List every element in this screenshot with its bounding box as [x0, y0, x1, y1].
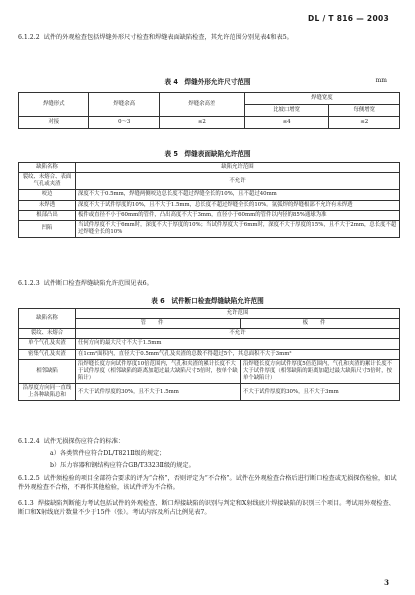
cell: 在1cm²面积内，直径大于0.5mm气孔及夹渣的总数不得超过5个，其总面积不大于3mm² [76, 349, 400, 359]
cell: 凹陷 [19, 220, 76, 237]
clause-number: 6.1.2.5 [18, 475, 40, 482]
table-row [19, 190, 400, 200]
clause-text: 试件须检验的项目全部符合要求的评为“合格”，否则评定为“不合格”。试件在外观检查合格后进行断口检查或无损探伤检验，如试件外观检查不合格，不再作其他检验，该试件评为不合格。 [18, 475, 397, 491]
clause-6-1-2-4 [18, 438, 398, 447]
table6-header-plate: 板件 [241, 319, 400, 329]
table4-unit: mm [375, 77, 387, 84]
standard-code-header: DL / T 816 — 2003 [307, 14, 389, 23]
cell: 沿焊缝长度方向试件厚度5倍范围内，气孔和夹渣的累计长度不大于试件厚度（相邻缺陷的距离加超过最大缺陷尺寸5倍时，按单个缺陷计） [241, 359, 400, 383]
clause-text: 试件断口检查焊缝缺陷允许范围见表6。 [43, 280, 153, 287]
cell: 深度不大于试件厚度的10%，且不大于1.5mm，总长度不超过焊缝全长的10%。氩弧焊的焊缝根部不允许有未焊透 [76, 200, 400, 210]
cell: 未焊透 [19, 200, 76, 210]
table5-header-range: 缺陷允许范围 [76, 163, 400, 173]
cell: 沿厚度方向同一直线上各种缺陷总和 [19, 384, 76, 401]
table4-header-width: 焊缝宽度 [244, 93, 399, 105]
table4-header-width-side: 每侧增宽 [329, 105, 400, 117]
table6-header-range: 允许范围 [76, 309, 400, 319]
table-row [19, 384, 400, 401]
clause-text: 试件无损探伤应符合的标准： [43, 438, 125, 445]
cell: 咬边 [19, 190, 76, 200]
cell: ≤4 [244, 117, 329, 129]
table4 [18, 92, 400, 129]
cell: ≤2 [329, 117, 400, 129]
clause-number: 6.1.2.2 [18, 34, 40, 41]
list-item-b: b）压力容器和钢结构应符合GB/T3323Ⅱ级的规定。 [50, 462, 195, 469]
cell: 根部凸出 [19, 210, 76, 220]
table-row [19, 349, 400, 359]
cell: 单个气孔及夹渣 [19, 339, 76, 349]
table-row [19, 220, 400, 237]
cell: 裂纹、未熔合、表面气孔或夹渣 [19, 173, 76, 190]
table6-header-pipe: 管件 [76, 319, 241, 329]
cell: 深度不大于0.5mm，焊缝两侧咬边总长度不超过焊缝全长的10%，且不超过40mm [76, 190, 400, 200]
table-row [19, 329, 400, 339]
table4-header-form: 焊缝形式 [19, 93, 89, 117]
cell: 密集气孔及夹渣 [19, 349, 76, 359]
clause-6-1-2-2 [18, 34, 398, 43]
table-row [19, 117, 400, 129]
list-item-a: a）各类管件应符合DL/T821Ⅱ级的规定； [50, 450, 166, 457]
cell: 板件或直径不小于60mm的管件，凸出高度不大于3mm，直径小于60mm的管件以内径的85%通球为准 [76, 210, 400, 220]
page-number: 3 [384, 578, 389, 587]
table5-header-name: 缺陷名称 [19, 163, 76, 173]
clause-text: 焊接缺陷判断能力考试包括试件的外观检查、断口焊接缺陷的识别与判定和X射线底片焊接缺陷的识别三个项目。考试用外观检查、断口和X射线底片数量不少于15件（张）。考试内容及所占比例见表7。 [18, 500, 395, 516]
clause-text: 试件的外观检查包括焊缝外形尺寸检查和焊缝表面缺陷检查，其允许范围分别见表4和表5。 [43, 34, 293, 41]
table6-header-name: 缺陷名称 [19, 309, 76, 329]
cell: 不大于试件厚度的30%，且不大于1.5mm [76, 384, 241, 401]
cell: 当试件厚度不大于6mm时，深度不大于厚度的10%；当试件厚度大于6mm时，深度不大于厚度的15%，且不大于2mm，总长度不超过焊缝全长的10% [76, 220, 400, 237]
clause-6-1-2-5 [18, 475, 398, 493]
table-row [19, 173, 400, 190]
clause-number: 6.1.3 [18, 500, 34, 507]
cell: 对接 [19, 117, 89, 129]
table5 [18, 162, 400, 238]
cell: ≤2 [159, 117, 244, 129]
table4-title: 表 4 焊缝外形允许尺寸范围 [164, 78, 251, 86]
table4-header-reinforcement: 焊缝余高 [89, 93, 159, 117]
clause-6-1-2-3 [18, 280, 398, 289]
table4-header-difference: 焊缝余高差 [159, 93, 244, 117]
cell: 任何方向的最大尺寸不大于1.5mm [76, 339, 400, 349]
cell: 不允许 [76, 329, 400, 339]
cell: 0～3 [89, 117, 159, 129]
cell: 沿焊缝长度方向试件厚度10倍范围内，气孔和夹渣的累计长度不大于试件厚度（相邻缺陷的距离加超过最大缺陷尺寸5倍时，按单个缺陷计） [76, 359, 241, 383]
cell: 裂纹、未熔合 [19, 329, 76, 339]
table6-title: 表 6 试件断口检查焊缝缺陷允许范围 [151, 297, 264, 305]
table-row [19, 200, 400, 210]
cell: 相邻缺陷 [19, 359, 76, 383]
table6 [18, 308, 400, 401]
table-row [19, 210, 400, 220]
cell: 不大于试件厚度的30%，且不大于3mm [241, 384, 400, 401]
clause-number: 6.1.2.3 [18, 280, 40, 287]
table4-header-width-groove: 比坡口增宽 [244, 105, 329, 117]
table-row [19, 339, 400, 349]
table5-title: 表 5 焊缝表面缺陷允许范围 [164, 150, 251, 158]
table-row [19, 359, 400, 383]
clause-number: 6.1.2.4 [18, 438, 40, 445]
cell: 不允许 [76, 173, 400, 190]
clause-6-1-3 [18, 500, 398, 518]
